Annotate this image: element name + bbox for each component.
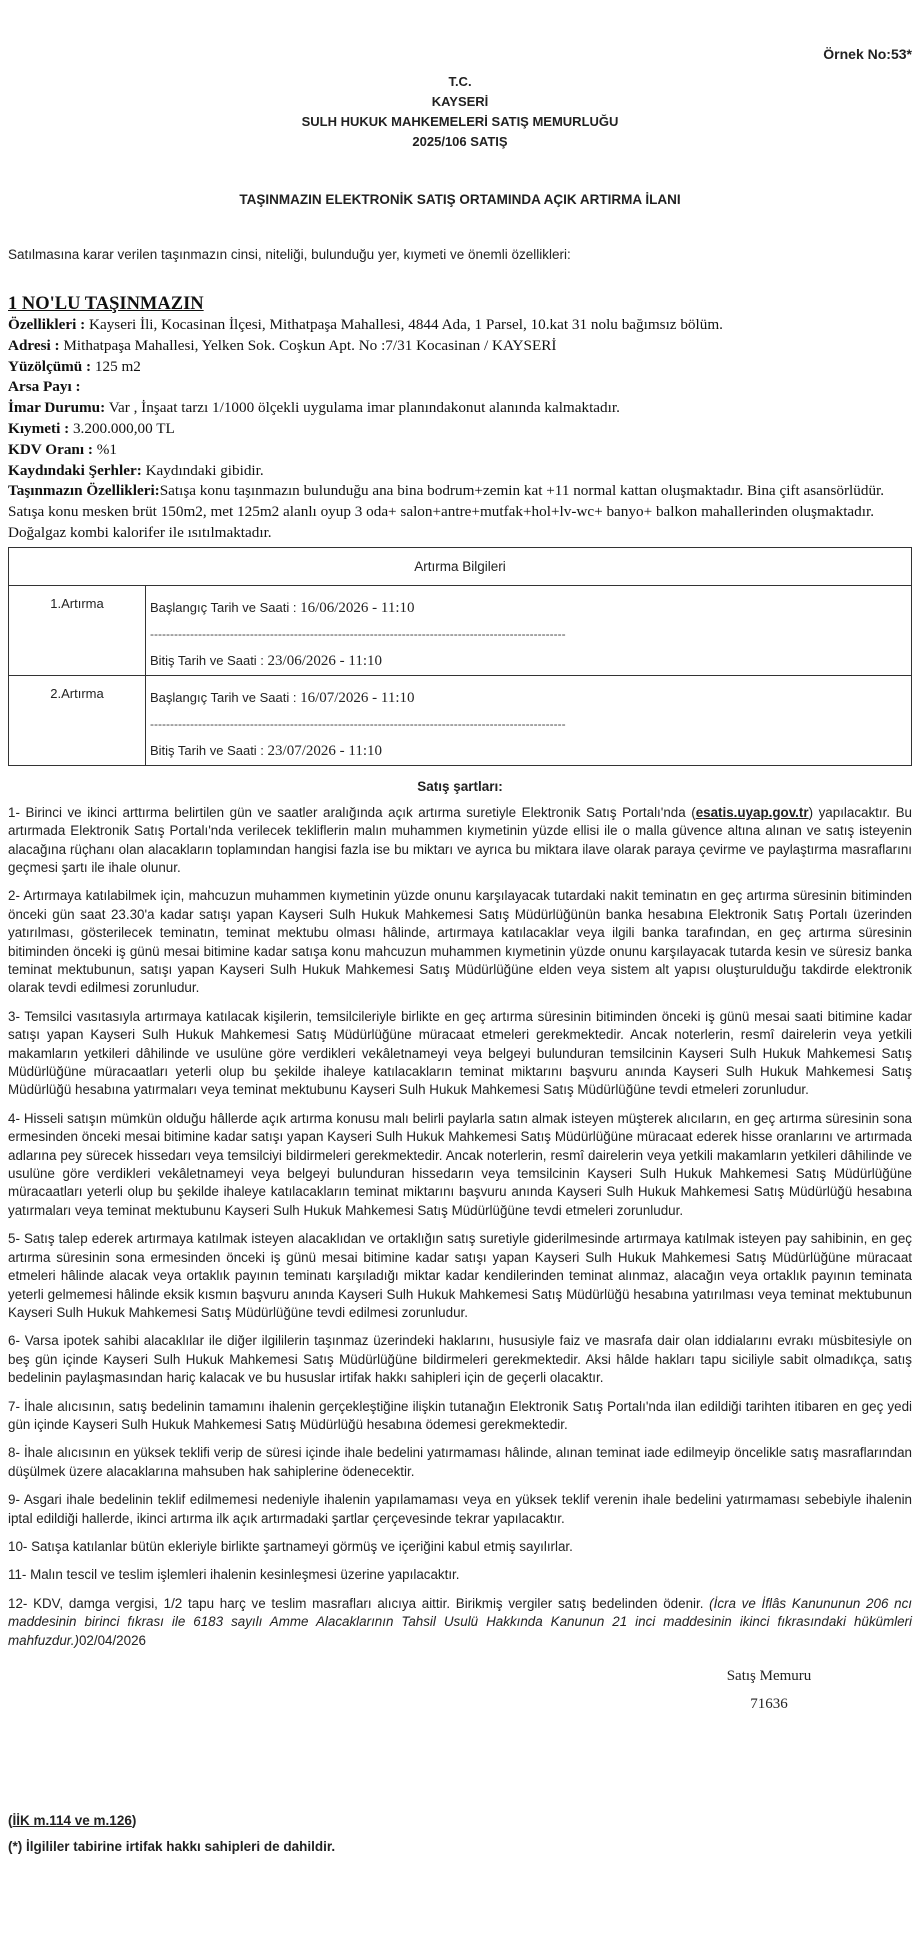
property-address bbox=[8, 336, 912, 357]
property-value bbox=[8, 419, 912, 440]
auction-round-name: 2.Artırma bbox=[9, 675, 146, 765]
start-label: Başlangıç Tarih ve Saati : bbox=[150, 689, 301, 705]
start-value: 16/07/2026 - 11:10 bbox=[300, 689, 415, 706]
header-line-tc: T.C. bbox=[448, 74, 472, 89]
features-label: Özellikleri : bbox=[8, 316, 86, 333]
details-label: Taşınmazın Özellikleri: bbox=[8, 482, 160, 500]
condition-6: 6- Varsa ipotek sahibi alacaklılar ile diğer ilgililerin taşınmaz üzerindeki haklarını, hususiyle faiz ve masrafa dair olan iddialarını evrakı müsbitesiyle on beş gün içinde Kayseri Sulh Hukuk Mahkemesi Satış Müdürlüğüne bildirmeleri gerekmektedir. Aksi hâlde hakları tapu siciliyle sabit olmadıkça, satış bedelinin paylaşmasından hariç kalacak ve bu hususlar irtifak hakkı sahipleri için de geçerli olacaktır. bbox=[8, 1333, 912, 1386]
header-line-file-no: 2025/106 SATIŞ bbox=[412, 134, 508, 149]
auction-round-row bbox=[9, 585, 912, 675]
start-datetime bbox=[150, 688, 911, 708]
condition-9: 9- Asgari ihale bedelinin teklif edilmemesi nedeniyle ihalenin yapılamaması veya en yüksek teklif verenin ihale bedelini yatırmaması sebebiyle ihalenin iptal edildiği hallerde, ikinci artırma ilk açık artırmadaki şartlar çerçevesinde tekrar yapılacaktır. bbox=[8, 1492, 912, 1526]
condition-7: 7- İhale alıcısının, satış bedelinin tamamını ihalenin gerçekleştiğine ilişkin tutanağın Elektronik Satış Portalı'nda ilan edildiği tarihten itibaren en geç yedi gün içinde Kayseri Sulh Hukuk Mahkemesi Satış Müdürlüğü hesabına ödemesi gerekmektedir. bbox=[8, 1398, 912, 1432]
condition-2: 2- Artırmaya katılabilmek için, mahcuzun muhammen kıymetinin yüzde onunu karşılayacak tutardaki nakit teminatın en geç artırma süresinin bitiminden önceki gün saat 23.30'a kadar satışı yapan Kayseri Sulh Hukuk Mahkemesi Satış Müdürlüğünün banka hesabına Elektronik Satış Portalı üzerinden yatırılması, gösterilecek teminatın, teminat mektubu olması hâlinde, artırmaya katılacaklar veya ilgili banka tarafından, en geç artırma süresinin bitiminden önceki iş günü mesai bitimine kadar satışa konu mahcuzun muhammen kıymetinin yüzde onunu karşılayacak tutarda kesin ve süresiz banka teminat mektubunun, satışı yapan Kayseri Sulh Hukuk Mahkemesi Satış Müdürlüğüne elden veya sistem alt yapısı oluşturulduğu takdirde elektronik olarak tevdi edilmesi zorunludur. bbox=[8, 888, 912, 996]
footer-note: (*) İlgililer tabirine irtifak hakkı sahipleri de dahildir. bbox=[8, 1839, 336, 1855]
auction-info-table bbox=[8, 547, 912, 766]
footer bbox=[8, 1808, 912, 1860]
condition-5: 5- Satış talep ederek artırmaya katılmak isteyen alacaklıdan ve ortaklığın satış suretiyle giderilmesinde artırmaya katılmak isteyen pay sahibinin, en geç artırma süresinin sona ermesinden önceki iş günü mesai bitimine kadar satışı yapan Kayseri Sulh Hukuk Mahkemesi Satış Müdürlüğüne müracaat etmeleri hâlinde alacak veya ortaklık payının teminatı karşıladığı miktar kadar kendilerinden teminat alınmaz, alacağın veya ortaklık payının teminata yeterli gelmemesi hâlinde eksik kısmın başvuru anında Kayseri Sulh Hukuk Mahkemesi Satış Müdürlüğü hesabına yatırılması veya teminat mektubunun Kayseri Sulh Hukuk Mahkemesi Satış Müdürlüğüne tevdi edilmesi zorunludur. bbox=[8, 1231, 912, 1320]
start-datetime bbox=[150, 598, 911, 618]
end-label: Bitiş Tarih ve Saati : bbox=[150, 652, 268, 668]
auction-round-dates bbox=[146, 585, 912, 675]
condition-12 bbox=[8, 1595, 912, 1650]
end-value: 23/07/2026 - 11:10 bbox=[267, 742, 382, 759]
property-share bbox=[8, 377, 912, 398]
auction-round-name: 1.Artırma bbox=[9, 585, 146, 675]
details-value: Satışa konu taşınmazın bulunduğu ana bina bodrum+zemin kat +11 normal kattan oluşmaktadır. Bina çift asansörlüdür. Satışa konu mesken brüt 150m2, met 125m2 alanlı oyup 3 oda+ salon+antre+mutfak+hol+lv-wc+ banyo+ balkon mahallerinden oluşmaktadır. Doğalgaz kombi kalorifer ile ısıtılmaktadır. bbox=[8, 482, 885, 541]
conditions-title: Satış şartları: bbox=[417, 778, 503, 794]
document-header bbox=[8, 72, 912, 152]
auction-round-row bbox=[9, 675, 912, 765]
signature-number: 71636 bbox=[750, 1696, 788, 1713]
vat-label: KDV Oranı : bbox=[8, 440, 93, 458]
intro-text: Satılmasına karar verilen taşınmazın cinsi, niteliği, bulunduğu yer, kıymeti ve önemli özellikleri: bbox=[8, 247, 571, 262]
condition-11: 11- Malın tescil ve teslim işlemleri ihalenin kesinleşmesi üzerine yapılacaktır. bbox=[8, 1567, 460, 1583]
end-datetime bbox=[150, 651, 911, 671]
zoning-value: Var , İnşaat tarzı 1/1000 ölçekli uygulama imar planındakonut alanında kalmaktadır. bbox=[105, 399, 620, 417]
announcement-date: 02/04/2026 bbox=[78, 1632, 146, 1648]
ref-open-paren: ( bbox=[8, 1813, 13, 1829]
vat-value: %1 bbox=[92, 440, 117, 458]
property-zoning bbox=[8, 398, 912, 419]
value-amount: 3.200.000,00 TL bbox=[69, 419, 175, 437]
end-datetime bbox=[150, 741, 911, 761]
law-reference-link[interactable]: İİK m.114 ve m.126 bbox=[12, 1813, 132, 1829]
condition-4: 4- Hisseli satışın mümkün olduğu hâllerde açık artırma konusu malı belirli paylarla satın almak isteyen müşterek alıcıların, en geç artırma süresinin sona ermesinden önceki mesai bitimine kadar satışı yapan Kayseri Sulh Hukuk Mahkemesi Satış Müdürlüğüne müracaat ederek hisse oranlarını ve artırmada adlarına pey sürecek hissedarı veya temsilciyi bildirmeleri gerekmektedir. Ancak noterlerin, resmî dairelerin veya yetkili makamların yetkileri dâhilinde ve usulüne göre verdikleri vekâletnameyi veya belgeyi bulunduran hissedarın veya temsilcinin Kayseri Sulh Hukuk Mahkemesi Satış Müdürlüğüne müracaatları yeterli olup bu şekilde ihaleye katılacakların teminat miktarını başvuru anında Kayseri Sulh Hukuk Mahkemesi Satış Müdürlüğü hesabına yatırmaları veya teminat mektubunu Kayseri Sulh Hukuk Mahkemesi Satış Müdürlüğüne tevdi etmeleri zorunludur. bbox=[8, 1110, 912, 1218]
header-line-city: KAYSERİ bbox=[431, 94, 489, 109]
esatis-link[interactable]: esatis.uyap.gov.tr bbox=[695, 804, 809, 820]
announcement-title: TAŞINMAZIN ELEKTRONİK SATIŞ ORTAMINDA AÇIK ARTIRMA İLANI bbox=[239, 192, 681, 207]
address-value: Mithatpaşa Mahallesi, Yelken Sok. Coşkun Apt. No :7/31 Kocasinan / KAYSERİ bbox=[59, 336, 557, 354]
condition-10: 10- Satışa katılanlar bütün ekleriyle birlikte şartnameyi görmüş ve içeriğini kabul etmiş sayılırlar. bbox=[8, 1538, 573, 1554]
property-section bbox=[8, 293, 912, 544]
ref-close-paren: ) bbox=[131, 1813, 137, 1829]
sample-number: Örnek No:53* bbox=[823, 46, 912, 62]
value-label: Kıymeti : bbox=[8, 419, 70, 437]
property-details bbox=[8, 481, 912, 543]
condition-1 bbox=[8, 804, 912, 878]
end-value: 23/06/2026 - 11:10 bbox=[267, 652, 382, 669]
auction-round-dates bbox=[146, 675, 912, 765]
date-separator: -------------------------------------------------------------------------------------------------------- bbox=[150, 716, 566, 731]
property-features bbox=[8, 315, 912, 336]
condition-12-text: 12- KDV, damga vergisi, 1/2 tapu harç ve teslim masrafları alıcıya aittir. Birikmiş vergiler satış bedelinden ödenir. bbox=[8, 1595, 710, 1611]
signature-title: Satış Memuru bbox=[726, 1668, 812, 1685]
auction-table-header: Artırma Bilgileri bbox=[9, 547, 912, 585]
share-label: Arsa Payı : bbox=[8, 378, 81, 396]
start-value: 16/06/2026 - 11:10 bbox=[300, 599, 415, 616]
property-vat bbox=[8, 440, 912, 461]
property-area bbox=[8, 357, 912, 378]
encumbrance-label: Kaydındaki Şerhler: bbox=[8, 461, 142, 479]
features-value: Kayseri İli, Kocasinan İlçesi, Mithatpaşa Mahallesi, 4844 Ada, 1 Parsel, 10.kat 31 nolu bağımsız bölüm. bbox=[85, 316, 723, 333]
encumbrance-value: Kaydındaki gibidir. bbox=[141, 461, 264, 479]
property-title: 1 NO'LU TAŞINMAZIN bbox=[8, 294, 204, 314]
zoning-label: İmar Durumu: bbox=[8, 399, 106, 417]
condition-3: 3- Temsilci vasıtasıyla artırmaya katılacak kişilerin, temsilcileriyle birlikte en geç artırma süresinin bitiminden önceki iş günü mesai saati bitimine kadar satışı yapan Kayseri Sulh Hukuk Mahkemesi Satış Müdürlüğüne müracaat etmeleri gerekmektedir. Ancak noterlerin, resmî dairelerin veya yetkili makamların yetkileri dâhilinde ve usulüne göre verdikleri vekâletnameyi veya belgeyi bulunduran temsilcinin Kayseri Sulh Hukuk Mahkemesi Satış Müdürlüğüne müracaatları yeterli olup bu şekilde ihaleye katılacakların teminat miktarını başvuru anında Kayseri Sulh Hukuk Mahkemesi Satış Müdürlüğü hesabına yatırmaları veya teminat mektubunu Kayseri Sulh Hukuk Mahkemesi Satış Müdürlüğüne tevdi etmeleri zorunludur. bbox=[8, 1008, 912, 1098]
condition-1-text: 1- Birinci ve ikinci arttırma belirtilen gün ve saatler aralığında açık artırma suretiyle Elektronik Satış Portalı'nda ( bbox=[8, 804, 696, 820]
start-label: Başlangıç Tarih ve Saati : bbox=[150, 599, 301, 615]
area-value: 125 m2 bbox=[91, 357, 141, 375]
area-label: Yüzölçümü : bbox=[8, 357, 92, 375]
end-label: Bitiş Tarih ve Saati : bbox=[150, 742, 268, 758]
condition-8: 8- İhale alıcısının en yüksek teklifi verip de süresi içinde ihale bedelini yatırmaması hâlinde, alınan teminat iade edilmeyip öncelikle satış masraflarından düşülmek üzere alacaklarına mahsuben hak sahiplerine ödenecektir. bbox=[8, 1445, 912, 1479]
law-reference bbox=[8, 1808, 912, 1834]
property-encumbrance bbox=[8, 461, 912, 482]
address-label: Adresi : bbox=[8, 336, 60, 354]
condition-1-text-cont: ) yapılacaktır. Bu artırmada Elektronik Satış Portalı'nda verilecek tekliflerin malın muhammen kıymetinin yüzde ellisi ile o malla güvence altına alınan ve satış isteyenin alacağına rüçhanı olan alacakların toplamından hangisi fazla ise bu miktarı ve ayrıca bu miktara ilave olarak paraya çevirme ve paylaştırma masraflarını geçmesi şartı ile ihale olunur. bbox=[8, 804, 912, 875]
date-separator: -------------------------------------------------------------------------------------------------------- bbox=[150, 626, 566, 641]
signature-block bbox=[684, 1662, 854, 1718]
condition-12-legal-note: (İcra ve İflâs Kanununun 206 ncı maddesinin birinci fıkrası ile 6183 sayılı Amme Alacaklarının Tahsil Usulü Hakkında Kanunun 21 inci maddesinin ikinci fıkrasındaki hükümleri mahfuzdur.) bbox=[8, 1595, 912, 1648]
header-line-office: SULH HUKUK MAHKEMELERİ SATIŞ MEMURLUĞU bbox=[301, 114, 619, 129]
